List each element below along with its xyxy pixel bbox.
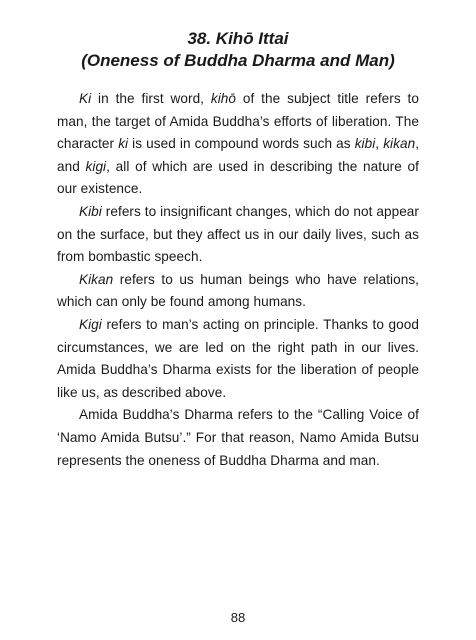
- text-segment: ,: [375, 136, 384, 152]
- text-segment: Amida Buddha’s Dharma refers to the “Calling Voice of ‘Namo Amida Butsu’.” For that reason, Namo Amida Butsu represents the oneness of Buddha Dharma and man.: [57, 407, 419, 468]
- text-segment: in the first word,: [91, 91, 211, 106]
- paragraph-3: [57, 269, 419, 314]
- text-segment: , and: [57, 136, 420, 174]
- italic-term: Kigi: [79, 316, 102, 332]
- paragraph-1: [57, 88, 419, 201]
- italic-term: Ki: [79, 91, 92, 106]
- italic-term: kikan: [383, 136, 416, 152]
- italic-term: kigi: [85, 158, 107, 174]
- page-number: 88: [230, 610, 246, 625]
- text-segment: refers to man’s acting on principle. Thanks to good circumstances, we are led on the right path in our lives. Amida Buddha’s Dharma exists for the liberation of people like us, as described above.: [57, 316, 419, 400]
- italic-term: Kibi: [79, 203, 102, 219]
- text-segment: refers to us human beings who have relations, which can only be found among humans.: [57, 271, 419, 310]
- paragraph-2: [57, 201, 419, 269]
- chapter-subtitle: (Oneness of Buddha Dharma and Man): [81, 51, 395, 70]
- text-segment: of the subject title refers to man, the target of Amida Buddha’s efforts of liberation. The character: [57, 91, 419, 152]
- text-segment: is used in compound words such as: [128, 136, 355, 152]
- body-text: [57, 88, 419, 472]
- italic-term: kihō: [210, 91, 237, 106]
- text-segment: refers to insignificant changes, which do not appear on the surface, but they affect us in our daily lives, such as from bombastic speech.: [57, 203, 419, 265]
- paragraph-5: [57, 404, 419, 472]
- italic-term: Kikan: [79, 271, 114, 287]
- italic-term: kibi: [354, 136, 376, 152]
- chapter-title: 38. Kihō Ittai: [187, 29, 289, 48]
- text-segment: , all of which are used in describing the nature of our existence.: [57, 158, 419, 197]
- paragraph-4: [57, 314, 419, 404]
- italic-term: ki: [118, 136, 129, 152]
